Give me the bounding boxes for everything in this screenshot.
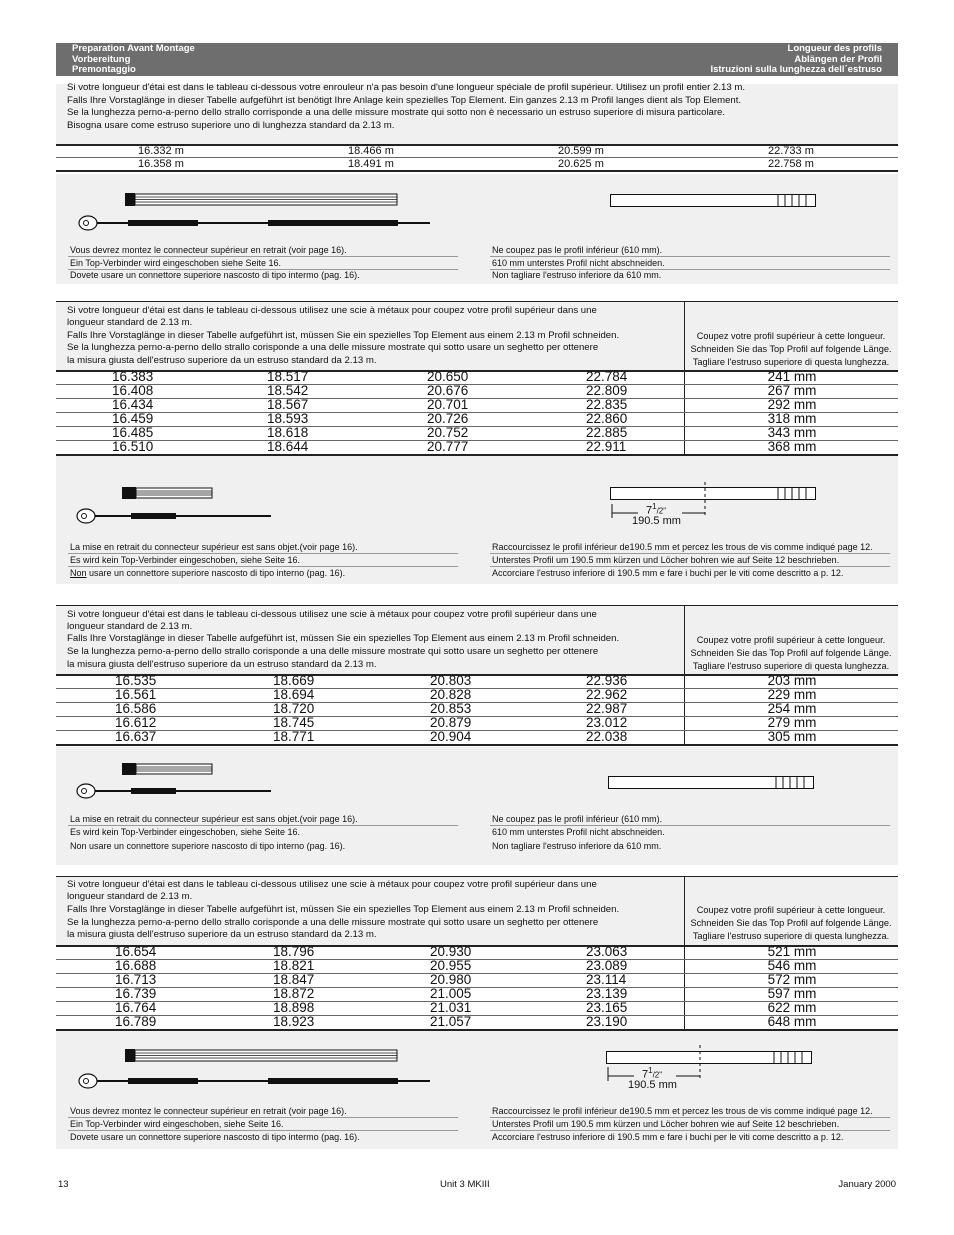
section4-note-left: Vous devrez montez le connecteur supérieur en retrait (voir page 16). <box>70 1106 347 1116</box>
stay-length-cell: 20.803 <box>430 673 472 688</box>
section3-intro-line: Falls Ihre Vorstaglänge in dieser Tabelle aufgeführt ist, müssen Sie ein spezielles Top Element aus einem 2.13 m Profil schneiden. <box>67 633 620 644</box>
section1-note-right: Non tagliare l'estruso inferiore da 610 mm. <box>492 270 662 280</box>
cut-heading-line: Tagliare l'estruso superiore di questa lunghezza. <box>692 357 890 367</box>
dim-whole: 7 <box>642 1068 649 1081</box>
stay-length-cell: 22.784 <box>586 369 628 384</box>
table-cell: 22.758 m <box>768 158 814 170</box>
stay-length-cell: 18.567 <box>267 397 309 412</box>
section4-intro-line: Se la lunghezza perno-a-perno dello strallo corisponde a una delle missure mostrate qui sotto usare un seghetto per ottenere <box>67 917 599 928</box>
cut-length-cell: 203 mm <box>767 673 817 688</box>
section3-intro-line: Se la lunghezza perno-a-perno dello strallo corisponde a una delle missure mostrate qui sotto usare un seghetto per ottenere <box>67 646 599 657</box>
stay-length-cell: 18.847 <box>273 972 315 987</box>
stay-length-cell: 18.694 <box>273 687 315 702</box>
section4-intro-line: Si votre longueur d'étai est dans le tableau ci-dessous utilisez une scie à métaux pour coupez votre profil supérieur dans une <box>67 879 597 890</box>
note-emphasis: Non <box>70 568 87 578</box>
stay-length-cell: 23.165 <box>586 1000 628 1015</box>
stay-length-cell: 16.764 <box>115 1000 157 1015</box>
cut-heading-line: Tagliare l'estruso superiore di questa lunghezza. <box>692 661 890 671</box>
stay-length-cell: 23.012 <box>586 715 628 730</box>
section2-note-left: Es wird kein Top-Verbinder eingeschoben, siehe Seite 16. <box>70 555 300 565</box>
table-cell: 20.625 m <box>558 158 604 170</box>
section4-note-right: Unterstes Profil um 190.5 mm kürzen und Löcher bohren wie auf Seite 12 beschrieben. <box>492 1119 840 1129</box>
stay-length-cell: 18.644 <box>267 439 309 454</box>
stay-length-cell: 16.713 <box>115 972 157 987</box>
table-rule <box>56 170 898 172</box>
cut-length-cell: 597 mm <box>767 986 817 1001</box>
stay-length-cell: 20.676 <box>427 383 469 398</box>
cut-heading-line: Coupez votre profil supérieur à cette longueur. <box>696 331 886 341</box>
stay-length-cell: 18.771 <box>273 729 315 744</box>
stay-length-cell: 23.114 <box>586 972 627 987</box>
stay-length-cell: 18.821 <box>273 958 315 973</box>
stay-length-cell: 18.542 <box>267 383 309 398</box>
section4-note-left: Dovete usare un connettore superiore nascosto di tipo intermo (pag. 16). <box>70 1132 360 1142</box>
stay-length-cell: 20.955 <box>430 958 472 973</box>
stay-length-cell: 23.063 <box>586 944 628 959</box>
cut-length-cell: 546 mm <box>767 958 817 973</box>
table-cell: 16.358 m <box>138 158 184 170</box>
lower-profile-uncut-icon <box>610 194 820 208</box>
stay-length-cell: 20.752 <box>427 425 469 440</box>
stay-length-cell: 16.612 <box>115 715 157 730</box>
section3-note-right: 610 mm unterstes Profil nicht abschneiden. <box>492 827 665 837</box>
header-left-line: Preparation Avant Montage <box>72 43 195 54</box>
header-left <box>72 44 195 76</box>
section2-intro-line: Falls Ihre Vorstaglänge in dieser Tabelle aufgeführt ist, müssen Sie ein spezielles Top Element aus einem 2.13 m Profil schneiden. <box>67 330 620 341</box>
stay-length-cell: 23.139 <box>586 986 628 1001</box>
stay-length-cell: 18.872 <box>273 986 315 1001</box>
section2-note-right: Raccourcissez le profil inférieur de190.5 mm et percez les trous de vis comme indiqué page 12. <box>492 542 873 552</box>
section3-intro-line: la misura giusta dell'estruso superiore da un estruso standard da 2.13 m. <box>67 659 377 670</box>
section4-intro-line: Falls Ihre Vorstaglänge in dieser Tabelle aufgeführt ist, müssen Sie ein spezielles Top Element aus einem 2.13 m Profil schneiden. <box>67 904 620 915</box>
cut-length-cell: 318 mm <box>767 411 817 426</box>
stay-length-cell: 20.853 <box>430 701 472 716</box>
furler-stay-short-icon <box>76 507 276 527</box>
page-number: 13 <box>58 1179 69 1190</box>
cut-heading-line: Schneiden Sie das Top Profil auf folgende Länge. <box>690 648 892 658</box>
cut-heading-line: Schneiden Sie das Top Profil auf folgende Länge. <box>690 918 892 928</box>
stay-length-cell: 20.701 <box>427 397 469 412</box>
stay-length-cell: 16.383 <box>112 369 154 384</box>
section1-note-left: Ein Top-Verbinder wird eingeschoben siehe Seite 16. <box>70 258 281 268</box>
stay-length-cell: 18.745 <box>273 715 315 730</box>
stay-length-cell: 20.828 <box>430 687 472 702</box>
section3-intro-line: Si votre longueur d'étai est dans le tableau ci-dessous utilisez une scie à métaux pour coupez votre profil supérieur dans une <box>67 609 597 620</box>
cut-heading-line: Coupez votre profil supérieur à cette longueur. <box>696 635 886 645</box>
stay-length-cell: 18.593 <box>267 411 309 426</box>
stay-length-cell: 20.980 <box>430 972 472 987</box>
cut-length-cell: 254 mm <box>767 701 817 716</box>
table-cell: 16.332 m <box>138 145 184 157</box>
stay-length-cell: 18.618 <box>267 425 309 440</box>
cut-length-cell: 622 mm <box>767 1000 817 1015</box>
section4-note-right: Raccourcissez le profil inférieur de190.5 mm et percez les trous de vis comme indiqué page 12. <box>492 1106 873 1116</box>
stay-length-cell: 20.904 <box>430 729 472 744</box>
furler-stay-short-icon <box>76 782 276 802</box>
cut-length-cell: 648 mm <box>767 1014 817 1029</box>
note-rest: usare un connettore superiore nascosto di tipo interno (pag. 16). <box>86 568 346 578</box>
section2-note-right: Accorciare l'estruso inferiore di 190.5 mm e fare i buchi per le viti come descritto a p. 12. <box>492 568 844 578</box>
stay-length-cell: 16.654 <box>115 944 157 959</box>
stay-length-cell: 16.561 <box>115 687 157 702</box>
stay-length-cell: 22.987 <box>586 701 628 716</box>
dimension-mm: 190.5 mm <box>632 515 681 527</box>
section3-note-left: Es wird kein Top-Verbinder eingeschoben, siehe Seite 16. <box>70 827 300 837</box>
stay-length-cell: 22.936 <box>586 673 628 688</box>
stay-length-cell: 22.809 <box>586 383 628 398</box>
stay-length-cell: 20.879 <box>430 715 472 730</box>
stay-length-cell: 22.885 <box>586 425 628 440</box>
cut-length-cell: 343 mm <box>767 425 817 440</box>
section2-intro-line: Si votre longueur d'étai est dans le tableau ci-dessous utilisez une scie à métaux pour coupez votre profil supérieur dans une <box>67 305 597 316</box>
cut-length-cell: 279 mm <box>767 715 817 730</box>
stay-length-cell: 16.739 <box>115 986 157 1001</box>
section1-note-right: Ne coupez pas le profil inférieur (610 mm). <box>492 245 663 255</box>
stay-length-cell: 20.777 <box>427 439 469 454</box>
stay-length-cell: 16.485 <box>112 425 154 440</box>
stay-length-cell: 16.459 <box>112 411 154 426</box>
dim-frac-den: /2" <box>652 1070 663 1080</box>
section1-intro-line: Se la lunghezza perno-a-perno dello strallo corrisponde a una delle missure mostrate qui sotto non è necessario un estruso superiore di misura particolare. <box>67 107 726 118</box>
furler-top-profile-short-icon <box>122 763 217 779</box>
cut-length-cell: 572 mm <box>767 972 817 987</box>
section1-note-right: 610 mm unterstes Profil nicht abschneiden. <box>492 258 665 268</box>
cut-length-cell: 305 mm <box>767 729 817 744</box>
section4-intro-line: la misura giusta dell'estruso superiore da un estruso standard da 2.13 m. <box>67 929 377 940</box>
furler-stay-long-icon <box>78 214 433 234</box>
stay-length-cell: 18.669 <box>273 673 315 688</box>
dim-frac-den: /2" <box>656 506 667 516</box>
header-right-line: Ablängen der Profil <box>794 53 882 65</box>
furler-top-profile-long-icon <box>125 1049 400 1065</box>
section4-intro-line: longueur standard de 2.13 m. <box>67 891 193 902</box>
stay-length-cell: 18.517 <box>267 369 309 384</box>
section4-note-right: Accorciare l'estruso inferiore di 190.5 mm e fare i buchi per le viti come descritto a p. 12. <box>492 1132 844 1142</box>
table-cell: 22.733 m <box>768 145 814 157</box>
table-rule <box>56 744 898 746</box>
section3-intro-line: longueur standard de 2.13 m. <box>67 621 193 632</box>
stay-length-cell: 18.720 <box>273 701 315 716</box>
lower-profile-uncut-icon <box>608 776 818 790</box>
stay-length-cell: 22.860 <box>586 411 628 426</box>
stay-length-cell: 16.535 <box>115 673 157 688</box>
table-cell: 20.599 m <box>558 145 604 157</box>
stay-length-cell: 16.688 <box>115 958 157 973</box>
section4-note-left: Ein Top-Verbinder wird eingeschoben, siehe Seite 16. <box>70 1119 284 1129</box>
section3-note-left: Non usare un connettore superiore nascosto di tipo interno (pag. 16). <box>70 841 346 851</box>
stay-length-cell: 18.796 <box>273 944 315 959</box>
stay-length-cell: 16.789 <box>115 1014 157 1029</box>
section2-intro-line: la misura giusta dell'estruso superiore da un estruso standard da 2.13 m. <box>67 355 377 366</box>
section2-note-right: Unterstes Profil um 190.5 mm kürzen und Löcher bohren wie auf Seite 12 beschrieben. <box>492 555 840 565</box>
stay-length-cell: 22.038 <box>586 729 628 744</box>
cut-length-cell: 521 mm <box>767 944 817 959</box>
cut-length-cell: 368 mm <box>767 439 817 454</box>
dim-frac-num: 1 <box>652 502 657 511</box>
furler-top-profile-short-icon <box>122 487 217 503</box>
cut-heading-line: Coupez votre profil supérieur à cette longueur. <box>696 905 886 915</box>
section2-intro-line: longueur standard de 2.13 m. <box>67 317 193 328</box>
header-bar <box>56 43 898 76</box>
dim-whole: 7 <box>646 504 653 517</box>
table-cell: 18.466 m <box>348 145 394 157</box>
section2-intro-line: Se la lunghezza perno-a-perno dello strallo corisponde a una delle missure mostrate qui sotto usare un seghetto per ottenere <box>67 342 599 353</box>
stay-length-cell: 18.898 <box>273 1000 315 1015</box>
stay-length-cell: 16.637 <box>115 729 157 744</box>
footer-unit: Unit 3 MKIII <box>440 1179 490 1190</box>
cut-length-cell: 229 mm <box>767 687 817 702</box>
cut-length-cell: 292 mm <box>767 397 817 412</box>
header-right <box>710 44 882 76</box>
stay-length-cell: 21.057 <box>430 1014 472 1029</box>
header-left-line: Vorbereitung <box>72 53 131 65</box>
stay-length-cell: 23.089 <box>586 958 628 973</box>
stay-length-cell: 20.650 <box>427 369 469 384</box>
section1-intro-line: Bisogna usare come estruso superiore uno di lunghezza standard da 2.13 m. <box>67 120 395 131</box>
dimension-mm: 190.5 mm <box>628 1079 677 1091</box>
table-cell: 18.491 m <box>348 158 394 170</box>
section1-intro-line: Si votre longueur d'étai est dans le tableau ci-dessous votre enrouleur n'a pas besoin d'une longueur spéciale de profil supérieur. Utilisez un profil entier 2.13 m. <box>67 82 745 93</box>
cut-heading-line: Schneiden Sie das Top Profil auf folgende Länge. <box>690 344 892 354</box>
stay-length-cell: 16.408 <box>112 383 154 398</box>
section1-note-left: Vous devrez montez le connecteur supérieur en retrait (voir page 16). <box>70 245 347 255</box>
stay-length-cell: 21.005 <box>430 986 472 1001</box>
stay-length-cell: 20.726 <box>427 411 469 426</box>
section2-note-left <box>70 567 345 579</box>
stay-length-cell: 20.930 <box>430 944 472 959</box>
stay-length-cell: 23.190 <box>586 1014 628 1029</box>
stay-length-cell: 16.510 <box>112 439 154 454</box>
stay-length-cell: 22.962 <box>586 687 628 702</box>
stay-length-cell: 21.031 <box>430 1000 472 1015</box>
section2-note-left: La mise en retrait du connecteur supérieur est sans objet.(voir page 16). <box>70 542 358 552</box>
section3-note-right: Ne coupez pas le profil inférieur (610 mm). <box>492 814 663 824</box>
furler-stay-long-icon <box>78 1072 433 1092</box>
section3-note-left: La mise en retrait du connecteur supérieur est sans objet.(voir page 16). <box>70 814 358 824</box>
header-right-line: Longueur des profils <box>787 43 882 54</box>
header-left-line: Premontaggio <box>72 64 136 75</box>
dim-frac-num: 1 <box>648 1066 653 1075</box>
footer-date: January 2000 <box>838 1179 896 1190</box>
cut-length-cell: 241 mm <box>767 369 817 384</box>
stay-length-cell: 16.434 <box>112 397 154 412</box>
cut-heading-line: Tagliare l'estruso superiore di questa lunghezza. <box>692 931 890 941</box>
section1-intro-line: Falls Ihre Vorstaglänge in dieser Tabelle aufgeführt ist benötigt Ihre Anlage kein spezielles Top Element. Ein ganzes 2.13 m Profil langes dient als Top Element. <box>67 95 742 106</box>
section3-note-right: Non tagliare l'estruso inferiore da 610 mm. <box>492 841 662 851</box>
stay-length-cell: 16.586 <box>115 701 157 716</box>
header-right-line: Istruzioni sulla lunghezza dell´estruso <box>710 64 882 75</box>
cut-length-cell: 267 mm <box>767 383 817 398</box>
stay-length-cell: 22.835 <box>586 397 628 412</box>
stay-length-cell: 22.911 <box>586 439 627 454</box>
section1-note-left: Dovete usare un connettore superiore nascosto di tipo intermo (pag. 16). <box>70 270 360 280</box>
stay-length-cell: 18.923 <box>273 1014 315 1029</box>
